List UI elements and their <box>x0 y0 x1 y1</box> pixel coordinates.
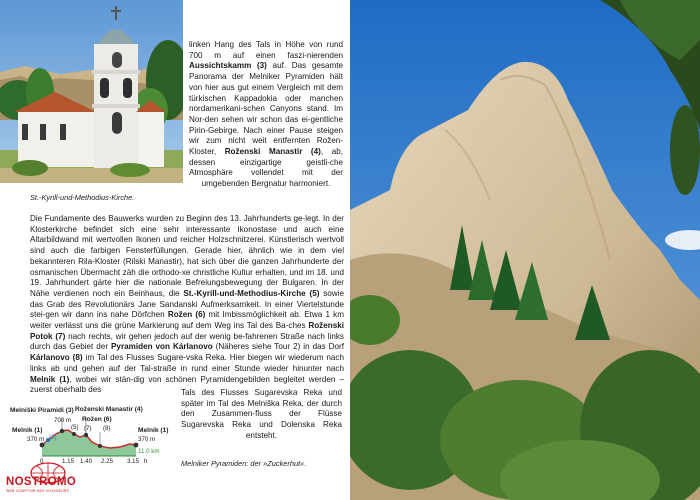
body-text-bold: St.-Kyrill-und-Methodius-Kirche (5) <box>183 288 320 298</box>
body-text-part: Die Fundamente des Bauwerks wurden zu Beginn des 13. Jahrhunderts ge-legt. In der Klosterkirche befindet sich eine sehr interessante Ikonostase und auch eine Altarbildwand mit wertvollen Ikonen und reicher Holzschnitzerei. Künstlerisch wertvoll sind auch die farbigen Fensterfüllungen. Gerade hier, ähnlich wie in dem viel bekannteren Rila-Kloster (Rilski Manastir), hat sich über die ganzen Jahrhunderte der osmanischen Übermacht zäh die orthodo-xe christliche Kultur erhalten, und im 18. und 19. Jahrhundert gärte hier die nationale Befreiungsbewegung der Bulgaren. In der Nähe verdienen noch ein Beinhaus, die <box>30 214 344 298</box>
body-text-bold: Pyramiden von Kárlanovo <box>111 342 213 352</box>
body-text-part: sowie das Grab des Revolutionärs Jane Sandanski Aufmerksamkeit. In einer Viertelstunde stei-gen wir dann ins nahe Dörfchen <box>30 288 344 320</box>
bottom-paragraph-text: Tals des Flusses Sugarevska Reka und später im Tal des Melniška Reka, der durch den Zusammen-fluss der Flüsse Sugarevska Reka und Dolenska Reka entsteht. <box>181 388 342 440</box>
profile-label-rozen: Rožen (6) <box>82 416 112 423</box>
body-text-part: mit Imbissmöglichkeit ab. Etwa 1 km weiter verlässt uns die grüne Markierung auf dem Weg ins Tal des Ba-ches <box>30 310 344 331</box>
profile-time-0: 0 <box>40 458 44 465</box>
profile-marker-8: (8) <box>103 425 111 432</box>
column-text-bold: Roženski Manastir (4) <box>224 147 321 157</box>
column-text-part: auf. Das gesamte Panorama der Melniker Pyramiden hält von hier aus gut einem Vergleich mit dem türkischen Kappadokia oder manchen nordamerikani-schen Canyons stand. Im Nor-den sehen wir schon das ei-gentliche Pirin-Gebirge. Nach einer Pause steigen wir zum nicht weit entfernten Rožen-Kloster, <box>189 61 344 157</box>
photo-caption: St.-Kyrill-und-Methodius-Kirche. <box>30 193 135 202</box>
column-text <box>189 40 343 190</box>
body-text-part: nach rechts, wir gehen jedoch auf der wenig be-fahrenen Straße nach links durch das Gebiet der <box>30 331 344 352</box>
column-text-part: linken Hang des Tals in Höhe von rund 700 m auf einen faszi-nierenden <box>189 40 343 60</box>
body-text-bold: Kárlanovo (8) <box>30 353 83 363</box>
church-photo <box>0 0 183 183</box>
column-text-bold: Aussichtskamm (3) <box>189 61 267 71</box>
body-text-bold: Rožen (6) <box>167 310 206 320</box>
elevation-profile <box>0 400 180 470</box>
pyramid-photo <box>350 0 700 500</box>
bottom-paragraph <box>181 388 342 442</box>
body-text-part: im Tal des Flusses Sugare-vska Reka. Hier biegen wir wiederum nach links ab und gehen auf der Tal-straße in rund einer Stunde wieder hinunter nach <box>30 353 344 373</box>
profile-label-end: Melnik (1) <box>138 427 169 434</box>
body-text-bold: Roženski Potok (7) <box>30 321 344 341</box>
profile-time-2: 1.40 <box>80 458 93 465</box>
profile-end-altitude: 370 m <box>138 436 156 443</box>
body-text-part: (Näheres siehe Tour 2) in das Dorf <box>212 342 344 352</box>
column-text-part: , ab, dessen einzigartige geistli-che Atmosphäre vollendet mit der umgebenden Bergnatur harmoniert. <box>189 147 344 189</box>
profile-time-1: 1.15 <box>62 458 75 465</box>
profile-start-altitude: 370 m <box>27 436 45 443</box>
profile-marker-5: (5) <box>71 424 79 431</box>
profile-distance: 11.0 km <box>138 448 160 455</box>
body-text-part: , wobei wir stän-dig von schönen Pyramidengebilden begleitet werden – zuerst oberhalb des <box>30 374 344 395</box>
nostromo-logo <box>4 461 92 495</box>
profile-marker-2: (2) <box>49 434 57 441</box>
profile-pyramids-altitude: 700 m <box>54 417 72 424</box>
profile-label-start: Melnik (1) <box>12 427 43 434</box>
profile-marker-7: (7) <box>84 425 92 432</box>
logo-tagline: WEB COMPTOIR DES VOYAGEURS <box>6 489 69 493</box>
body-text-bold: Melnik (1) <box>30 374 70 384</box>
body-paragraph <box>30 214 344 396</box>
bottom-photo-caption: Melniker Pyramiden: der »Zuckerhut«. <box>181 459 307 468</box>
profile-time-4: 3.15 <box>127 458 140 465</box>
profile-label-pyramids: Melniški Piramidi (3) <box>10 407 74 414</box>
profile-time-3: 2.25 <box>101 458 114 465</box>
profile-time-unit: h <box>144 458 148 465</box>
profile-label-monastery: Roženski Manastir (4) <box>75 406 143 413</box>
logo-name: NOSTROMO <box>6 476 77 488</box>
